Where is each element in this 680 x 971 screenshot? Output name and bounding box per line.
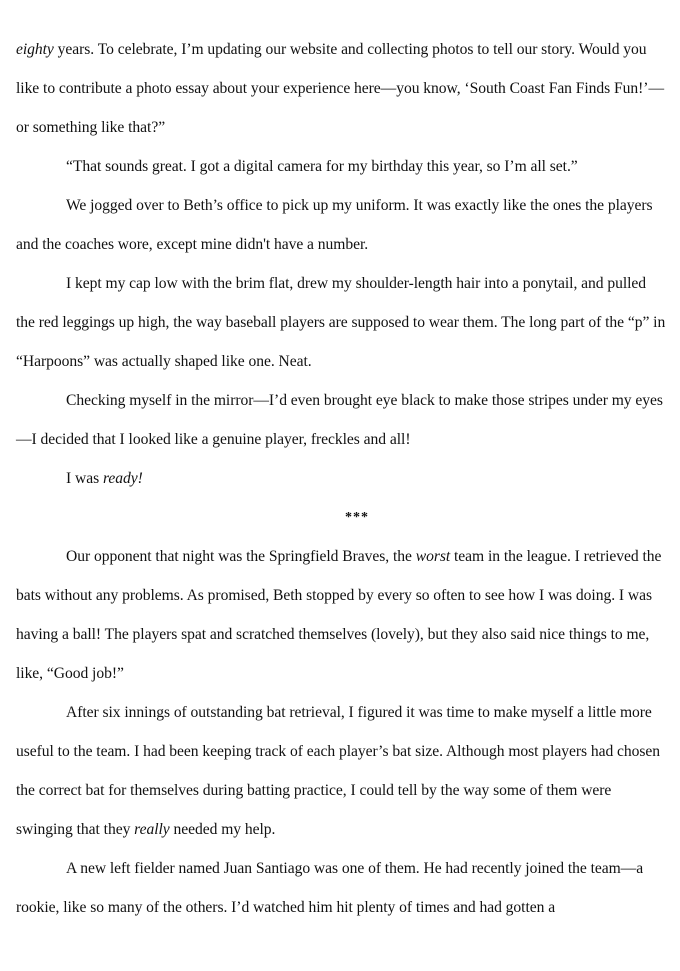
- paragraph-9-run-1: A new left fielder named Juan Santiago was one of them. He had recently joined the team—a rookie, like so many of the others. I’d watched him hit plenty of times and had gotten a: [16, 860, 644, 916]
- paragraph-1-run-1: eighty: [16, 41, 54, 58]
- document-page: [16, 30, 668, 927]
- paragraph-6-run-2: ready!: [102, 470, 143, 487]
- paragraph-4: [16, 264, 668, 381]
- paragraph-3: [16, 186, 668, 264]
- scene-separator: [16, 498, 668, 537]
- paragraph-3-run-1: We jogged over to Beth’s office to pick up my uniform. It was exactly like the ones the players and the coaches wore, except mine didn't have a number.: [16, 197, 653, 253]
- paragraph-7-run-1: Our opponent that night was the Springfield Braves, the: [66, 548, 416, 565]
- paragraph-1: [16, 30, 668, 147]
- paragraph-2-run-1: “That sounds great. I got a digital camera for my birthday this year, so I’m all set.”: [66, 158, 578, 175]
- paragraph-1-run-2: years. To celebrate, I’m updating our website and collecting photos to tell our story. Would you like to contribute a photo essay about your experience here—you know, ‘South Coast Fan Finds Fun!’—or something like that?”: [16, 41, 664, 136]
- paragraph-8: [16, 693, 668, 849]
- paragraph-9: [16, 849, 668, 927]
- paragraph-7-run-2: worst: [415, 548, 451, 565]
- scene-separator-text: ***: [345, 510, 369, 525]
- paragraph-2: [16, 147, 668, 186]
- paragraph-8-run-2: really: [134, 821, 170, 838]
- paragraph-4-run-1: I kept my cap low with the brim flat, drew my shoulder-length hair into a ponytail, and pulled the red leggings up high, the way baseball players are supposed to wear them. The long part of the “p” in “Harpoons” was actually shaped like one. Neat.: [16, 275, 666, 370]
- paragraph-5-run-1: Checking myself in the mirror—I’d even brought eye black to make those stripes under my eyes—I decided that I looked like a genuine player, freckles and all!: [16, 392, 663, 448]
- paragraph-7-run-3: team in the league. I retrieved the bats without any problems. As promised, Beth stopped by every so often to see how I was doing. I was having a ball! The players spat and scratched themselves (lovely), but they also said nice things to me, like, “Good job!”: [16, 548, 662, 682]
- paragraph-6: [16, 459, 668, 498]
- paragraph-8-run-1: After six innings of outstanding bat retrieval, I figured it was time to make myself a little more useful to the team. I had been keeping track of each player’s bat size. Although most players had chosen the correct bat for themselves during batting practice, I could tell by the way some of them were swinging that they: [16, 704, 661, 838]
- paragraph-5: [16, 381, 668, 459]
- paragraph-7: [16, 537, 668, 693]
- paragraph-6-run-1: I was: [66, 470, 103, 487]
- paragraph-8-run-3: needed my help.: [169, 821, 276, 838]
